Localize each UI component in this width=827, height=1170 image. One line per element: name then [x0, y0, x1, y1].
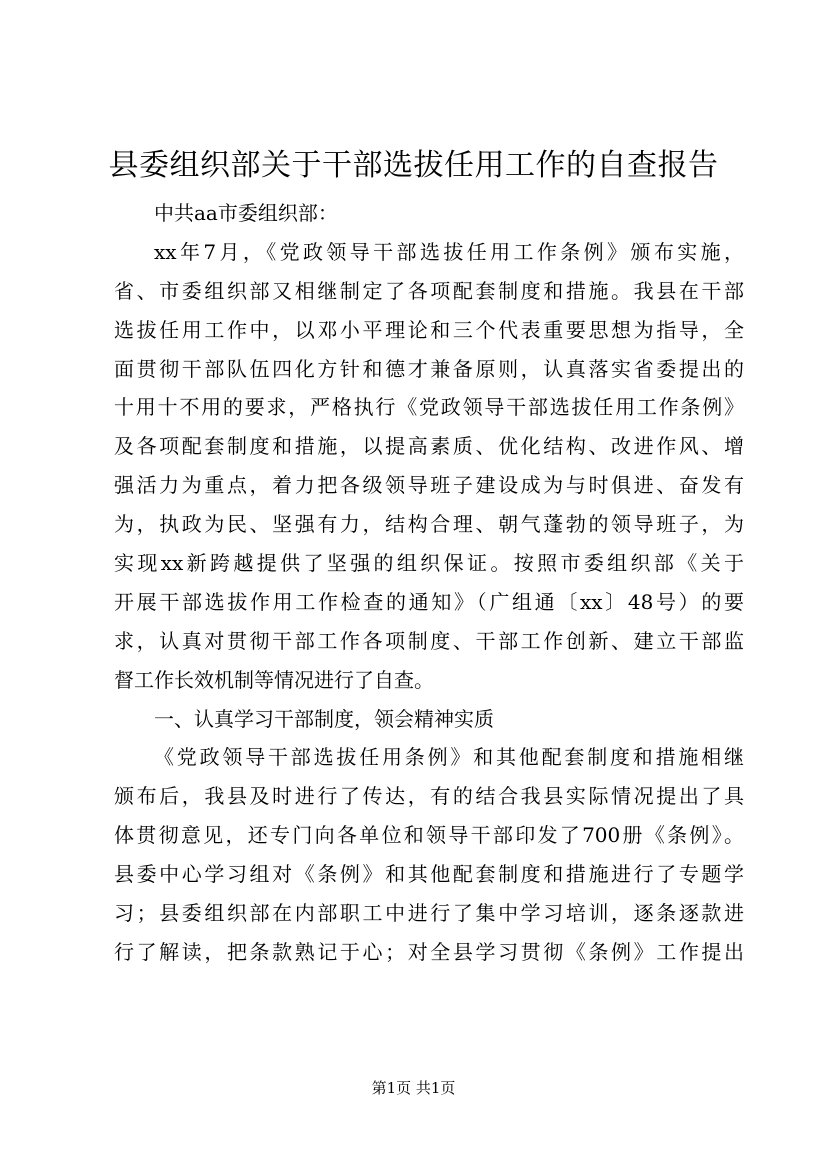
addressee-line: 中共aa市委组织部：: [154, 201, 338, 225]
paragraph-line: 习；县委组织部在内部职工中进行了集中学习培训，逐条逐款进: [114, 901, 744, 926]
page-number-footer: 第1页 共1页: [371, 1079, 456, 1097]
paragraph-line: 实现xx新跨越提供了坚强的组织保证。按照市委组织部《关于: [114, 551, 744, 576]
paragraph-line: 求，认真对贯彻干部工作各项制度、干部工作创新、建立干部监: [114, 628, 744, 653]
paragraph-line: 省、市委组织部又相继制定了各项配套制度和措施。我县在干部: [114, 278, 744, 303]
document-body: [114, 194, 744, 972]
paragraph-line: 开展干部选拔作用工作检查的通知》（广组通〔xx〕48号）的要: [114, 589, 744, 614]
paragraph-line: 及各项配套制度和措施，以提高素质、优化结构、改进作风、增: [114, 434, 744, 459]
paragraph-line: 面贯彻干部队伍四化方针和德才兼备原则，认真落实省委提出的: [114, 356, 744, 381]
paragraph-line: xx年7月，《党政领导干部选拔任用工作条例》颁布实施，: [154, 239, 744, 264]
paragraph-line: 体贯彻意见，还专门向各单位和领导干部印发了700册《条例》。: [114, 823, 744, 848]
paragraph-line: 颁布后，我县及时进行了传达，有的结合我县实际情况提出了具: [114, 784, 744, 809]
paragraph-line: 强活力为重点，着力把各级领导班子建设成为与时俱进、奋发有: [114, 473, 744, 498]
paragraph-line: 《党政领导干部选拔任用条例》和其他配套制度和措施相继: [154, 745, 744, 770]
paragraph-line: 督工作长效机制等情况进行了自查。: [114, 667, 434, 692]
paragraph-line: 十用十不用的要求，严格执行《党政领导干部选拔任用工作条例》: [114, 395, 744, 420]
document-title: 县委组织部关于干部选拔任用工作的自查报告: [108, 148, 719, 183]
paragraph-line: 县委中心学习组对《条例》和其他配套制度和措施进行了专题学: [114, 862, 744, 887]
paragraph-line: 选拔任用工作中，以邓小平理论和三个代表重要思想为指导，全: [114, 317, 744, 342]
section-heading: 一、认真学习干部制度，领会精神实质: [154, 706, 494, 731]
paragraph-line: 行了解读，把条款熟记于心；对全县学习贯彻《条例》工作提出: [114, 939, 744, 964]
paragraph-line: 为，执政为民、坚强有力，结构合理、朝气蓬勃的领导班子，为: [114, 512, 744, 537]
